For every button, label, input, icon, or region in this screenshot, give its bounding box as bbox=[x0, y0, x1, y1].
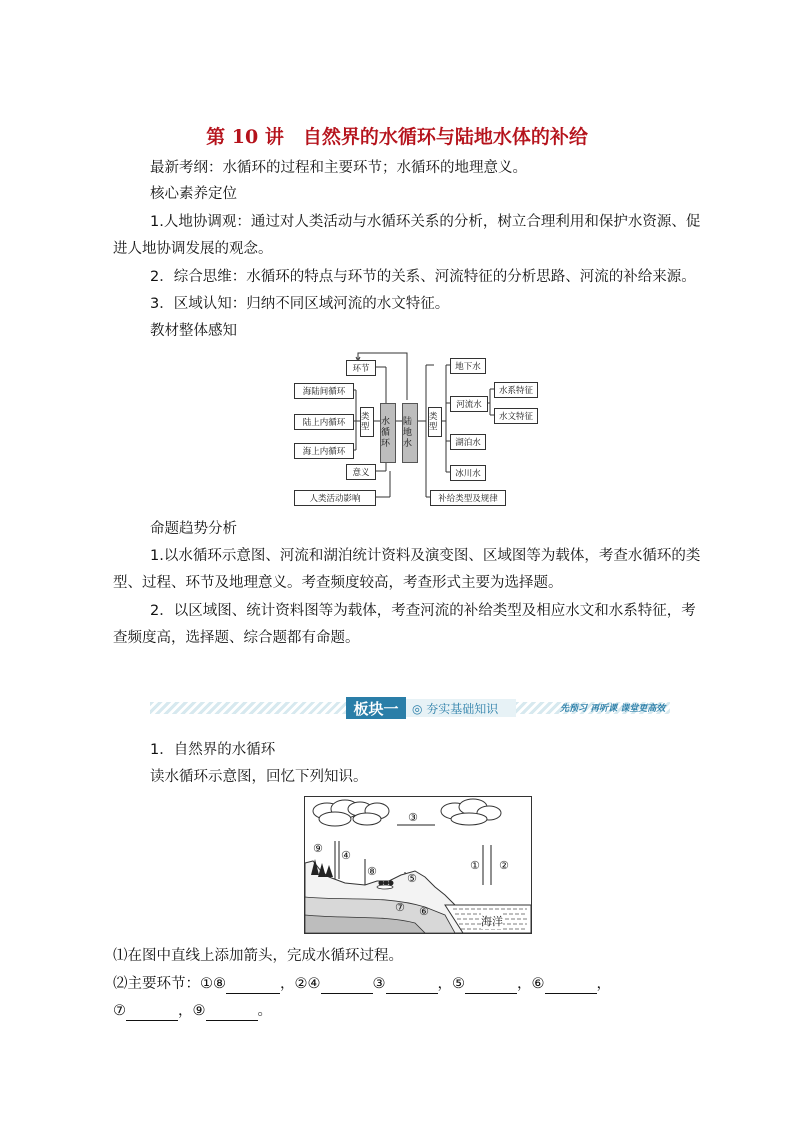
textbook-heading: 教材整体感知 bbox=[150, 323, 237, 339]
label-2: ② bbox=[499, 859, 509, 872]
answer-blank-24[interactable] bbox=[321, 979, 373, 994]
q2-part2: ，②④ bbox=[280, 976, 321, 992]
question-2 bbox=[113, 974, 611, 994]
answer-blank-7[interactable] bbox=[126, 1006, 178, 1021]
label-7: ⑦ bbox=[395, 901, 405, 914]
concept-map bbox=[290, 345, 540, 510]
question-1: ⑴在图中直线上添加箭头，完成水循环过程。 bbox=[113, 948, 403, 964]
q2-part9: 。 bbox=[257, 1003, 272, 1019]
map-meaning: 意义 bbox=[346, 464, 376, 480]
map-land-water: 陆地水 bbox=[402, 403, 418, 463]
map-land-inner-cycle: 陆上内循环 bbox=[294, 414, 354, 430]
answer-blank-5[interactable] bbox=[465, 979, 517, 994]
label-9: ⑨ bbox=[313, 842, 323, 855]
banner-block-label: 板块一 bbox=[346, 697, 406, 719]
map-left-type: 类型 bbox=[360, 407, 374, 437]
q2-prefix: ⑵主要环节：①⑧ bbox=[113, 976, 226, 992]
label-1: ① bbox=[470, 859, 480, 872]
core-literacy-item2: 2．综合思维：水循环的特点与环节的关系、河流特征的分析思路、河流的补给来源。 bbox=[150, 269, 696, 285]
trend-item2: 2．以区域图、统计资料图等为载体，考查河流的补给类型及相应水文和水系特征，考 bbox=[150, 603, 696, 619]
q2-part5: ，⑥ bbox=[517, 976, 545, 992]
q2-part7: ⑦ bbox=[113, 1003, 126, 1019]
label-4: ④ bbox=[341, 849, 351, 862]
section1-intro: 读水循环示意图，回忆下列知识。 bbox=[150, 769, 368, 785]
map-sea-inner-cycle: 海上内循环 bbox=[294, 443, 354, 459]
trend-heading: 命题趋势分析 bbox=[150, 521, 237, 537]
core-literacy-heading: 核心素养定位 bbox=[150, 186, 237, 202]
core-literacy-item3: 3．区域认知：归纳不同区域河流的水文特征。 bbox=[150, 296, 450, 312]
trend-item1: 1.以水循环示意图、河流和湖泊统计资料及演变图、区域图等为载体，考查水循环的类 bbox=[150, 548, 701, 564]
question-2-cont bbox=[113, 1001, 272, 1021]
map-river-system: 水系特征 bbox=[494, 382, 538, 398]
q2-part3: ③ bbox=[372, 976, 386, 992]
map-river-water: 河流水 bbox=[450, 396, 488, 412]
q2-part4: ，⑤ bbox=[437, 976, 465, 992]
water-cycle-figure bbox=[304, 796, 532, 934]
map-segment: 环节 bbox=[346, 360, 376, 376]
map-hydrology: 水文特征 bbox=[494, 408, 538, 424]
label-ocean: 海洋 bbox=[481, 915, 503, 928]
answer-blank-6[interactable] bbox=[545, 979, 597, 994]
label-6: ⑥ bbox=[419, 905, 429, 918]
trend-item1-cont: 型、过程、环节及地理意义。考查频度较高，考查形式主要为选择题。 bbox=[113, 575, 563, 591]
banner-slogan: 先预习 再听课 课堂更高效 bbox=[560, 704, 666, 714]
trend-item2-cont: 查频度高，选择题、综合题都有命题。 bbox=[113, 630, 360, 646]
map-right-type: 类型 bbox=[428, 407, 442, 437]
exam-outline: 最新考纲：水循环的过程和主要环节；水循环的地理意义。 bbox=[150, 160, 527, 176]
label-8: ⑧ bbox=[367, 865, 377, 878]
map-sea-land-cycle: 海陆间循环 bbox=[294, 383, 354, 399]
banner-subtitle: ◎ 夯实基础知识 bbox=[406, 699, 516, 717]
section1-heading: 1．自然界的水循环 bbox=[150, 742, 276, 758]
answer-blank-18[interactable] bbox=[226, 979, 280, 994]
page-title: 第 10 讲 自然界的水循环与陆地水体的补给 bbox=[206, 126, 588, 148]
label-5: ⑤ bbox=[407, 872, 417, 885]
map-supply-types: 补给类型及规律 bbox=[430, 490, 506, 506]
label-3: ③ bbox=[408, 811, 418, 824]
map-glacier-water: 冰川水 bbox=[450, 465, 486, 481]
map-lake-water: 湖泊水 bbox=[450, 434, 486, 450]
answer-blank-3[interactable] bbox=[386, 979, 438, 994]
map-human-impact: 人类活动影响 bbox=[294, 490, 376, 506]
core-literacy-item1: 1.人地协调观：通过对人类活动与水循环关系的分析，树立合理利用和保护水资源、促 bbox=[150, 214, 701, 230]
q2-part6: ， bbox=[596, 976, 611, 992]
map-groundwater: 地下水 bbox=[450, 358, 486, 374]
q2-part8: ，⑨ bbox=[178, 1003, 206, 1019]
core-literacy-item1-cont: 进人地协调发展的观念。 bbox=[113, 241, 273, 257]
map-water-cycle: 水循环 bbox=[380, 403, 396, 463]
answer-blank-9[interactable] bbox=[206, 1006, 258, 1021]
section-banner bbox=[150, 697, 670, 719]
